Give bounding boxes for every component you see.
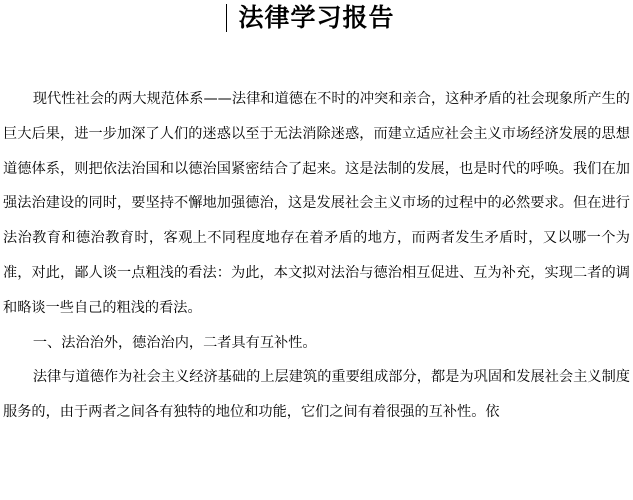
title-area xyxy=(0,0,633,36)
paragraph-intro[interactable]: 现代性社会的两大规范体系——法律和道德在不时的冲突和亲合，这种矛盾的社会现象所产生的巨大后果，进一步加深了人们的迷惑以至于无法消除迷惑，而建立适应社会主义市场经济发展的思想道德体系，则把依法治国和以德治国紧密结合了起来。这是法制的发展，也是时代的呼唤。我们在加强法治建设的同时，要坚持不懈地加强德治，这是发展社会主义市场的过程中的必然要求。但在进行法治教育和德治教育时，客观上不同程度地存在着矛盾的地方，而两者发生矛盾时，又以哪一个为准，对此，鄙人谈一点粗浅的看法：为此，本文拟对法治与德治相互促进、互为补充，实现二者的调和略谈一些自己的粗浅的看法。 xyxy=(3,91,630,316)
paragraph-body[interactable]: 法律与道德作为社会主义经济基础的上层建筑的重要组成部分，都是为巩固和发展社会主义制度服务的，由于两者之间各有独特的地位和功能，它们之间有着很强的互补性。依 xyxy=(3,369,630,421)
section-heading[interactable]: 一、法治治外，德治治内，二者具有互补性。 xyxy=(32,334,317,351)
text-cursor xyxy=(226,4,227,32)
document-title[interactable]: 法律学习报告 xyxy=(238,3,395,32)
document-body xyxy=(3,82,630,430)
